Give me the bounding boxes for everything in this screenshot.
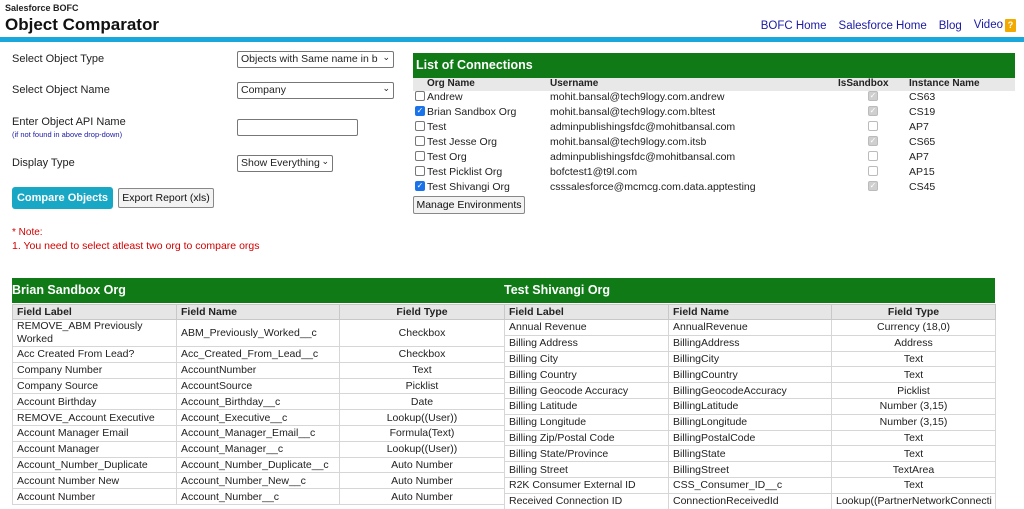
table-row bbox=[505, 446, 996, 462]
field-type: TextArea bbox=[832, 462, 996, 478]
org-select-checkbox[interactable] bbox=[415, 151, 425, 161]
field-name: BillingPostalCode bbox=[669, 430, 832, 446]
org-select-checkbox[interactable]: ✓ bbox=[416, 181, 424, 190]
table-row bbox=[13, 473, 505, 489]
manage-environments-button[interactable]: Manage Environments bbox=[413, 196, 525, 214]
field-label: Account Number bbox=[13, 489, 177, 505]
col-issandbox: IsSandbox bbox=[838, 78, 889, 89]
username: mohit.bansal@tech9logy.com.itsb bbox=[550, 136, 707, 148]
field-type: Text bbox=[340, 362, 505, 378]
top-nav bbox=[761, 19, 1016, 32]
field-name: BillingLatitude bbox=[669, 398, 832, 414]
display-type-value: Show Everything bbox=[241, 157, 320, 169]
brand-label: Salesforce BOFC bbox=[5, 3, 79, 13]
field-type: Number (3,15) bbox=[832, 414, 996, 430]
field-name: BillingLongitude bbox=[669, 414, 832, 430]
connections-list bbox=[413, 91, 1015, 196]
field-label: Billing Geocode Accuracy bbox=[505, 383, 669, 399]
field-label: Billing City bbox=[505, 351, 669, 367]
nav-video-link[interactable] bbox=[974, 19, 1016, 32]
col-instance-name: Instance Name bbox=[909, 78, 980, 89]
username: csssalesforce@mcmcg.com.data.apptesting bbox=[550, 181, 756, 193]
connections-panel bbox=[413, 53, 1015, 196]
col-field-type: Field Type bbox=[832, 305, 996, 320]
field-type: Number (3,15) bbox=[832, 398, 996, 414]
accent-divider bbox=[0, 37, 1024, 42]
display-type-label: Display Type bbox=[12, 157, 75, 169]
object-name-value: Company bbox=[241, 84, 286, 96]
display-type-select[interactable] bbox=[237, 155, 333, 172]
table-row bbox=[505, 462, 996, 478]
field-label: Annual Revenue bbox=[505, 320, 669, 336]
col-org-name: Org Name bbox=[427, 78, 475, 89]
sandbox-checkbox: ✓ bbox=[869, 181, 877, 190]
connection-row bbox=[413, 181, 1015, 196]
field-name: BillingState bbox=[669, 446, 832, 462]
field-label: Billing Country bbox=[505, 367, 669, 383]
field-type: Auto Number bbox=[340, 489, 505, 505]
field-type: Text bbox=[832, 477, 996, 493]
username: mohit.bansal@tech9logy.com.bltest bbox=[550, 106, 716, 118]
instance-name: CS65 bbox=[909, 136, 936, 148]
object-type-value: Objects with Same name in b bbox=[241, 53, 378, 65]
chevron-down-icon: ⌄ bbox=[382, 83, 390, 93]
field-type: Currency (18,0) bbox=[832, 320, 996, 336]
field-type: Lookup((PartnerNetworkConnecti bbox=[832, 493, 996, 509]
table-header-row bbox=[13, 305, 505, 320]
connection-row bbox=[413, 166, 1015, 181]
object-name-select[interactable] bbox=[237, 82, 394, 99]
field-type: Picklist bbox=[340, 378, 505, 394]
sandbox-checkbox bbox=[868, 166, 878, 176]
right-org-fields-table bbox=[504, 304, 996, 509]
field-type: Address bbox=[832, 335, 996, 351]
connection-row bbox=[413, 106, 1015, 121]
col-field-name: Field Name bbox=[669, 305, 832, 320]
field-label: Billing Longitude bbox=[505, 414, 669, 430]
field-label: R2K Consumer External ID bbox=[505, 477, 669, 493]
field-type: Checkbox bbox=[340, 320, 505, 347]
note-text: 1. You need to select atleast two org to compare orgs bbox=[12, 240, 260, 252]
field-type: Auto Number bbox=[340, 457, 505, 473]
right-org-title: Test Shivangi Org bbox=[504, 283, 611, 297]
nav-bofc-home-link[interactable]: BOFC Home bbox=[760, 19, 827, 32]
table-row bbox=[13, 489, 505, 505]
field-name: BillingAddress bbox=[669, 335, 832, 351]
instance-name: CS19 bbox=[909, 106, 936, 118]
top-bar bbox=[0, 0, 1024, 40]
table-header-row bbox=[505, 305, 996, 320]
field-name: Account_Manager__c bbox=[177, 441, 340, 457]
table-row bbox=[13, 441, 505, 457]
table-row bbox=[505, 493, 996, 509]
field-name: Account_Manager_Email__c bbox=[177, 425, 340, 441]
field-label: REMOVE_ABM Previously Worked bbox=[13, 320, 177, 347]
field-name: BillingGeocodeAccuracy bbox=[669, 383, 832, 399]
instance-name: AP15 bbox=[909, 166, 935, 178]
field-type: Lookup((User)) bbox=[340, 441, 505, 457]
table-row bbox=[505, 320, 996, 336]
object-name-label: Select Object Name bbox=[12, 84, 110, 96]
org-select-checkbox[interactable] bbox=[415, 136, 425, 146]
connection-row bbox=[413, 91, 1015, 106]
org-select-checkbox[interactable]: ✓ bbox=[416, 106, 424, 115]
instance-name: CS45 bbox=[909, 181, 936, 193]
field-name: CSS_Consumer_ID__c bbox=[669, 477, 832, 493]
field-name: BillingCountry bbox=[669, 367, 832, 383]
field-name: Account_Number_Duplicate__c bbox=[177, 457, 340, 473]
sandbox-checkbox bbox=[868, 151, 878, 161]
connection-row bbox=[413, 136, 1015, 151]
field-label: REMOVE_Account Executive bbox=[13, 410, 177, 426]
org-name: Test Jesse Org bbox=[427, 136, 498, 148]
field-name: Account_Birthday__c bbox=[177, 394, 340, 410]
left-org-title: Brian Sandbox Org bbox=[12, 283, 126, 297]
api-name-label: Enter Object API Name bbox=[12, 116, 126, 128]
field-type: Lookup((User)) bbox=[340, 410, 505, 426]
field-label: Billing State/Province bbox=[505, 446, 669, 462]
field-label: Company Number bbox=[13, 362, 177, 378]
org-select-checkbox[interactable] bbox=[415, 121, 425, 131]
field-type: Picklist bbox=[832, 383, 996, 399]
chevron-down-icon: ⌄ bbox=[321, 156, 329, 166]
field-name: BillingStreet bbox=[669, 462, 832, 478]
chevron-down-icon: ⌄ bbox=[382, 52, 390, 62]
field-label: Account Manager Email bbox=[13, 425, 177, 441]
connection-row bbox=[413, 121, 1015, 136]
table-row bbox=[505, 414, 996, 430]
nav-salesforce-home-link[interactable]: Salesforce Home bbox=[838, 19, 927, 32]
table-row bbox=[505, 477, 996, 493]
note-title: * Note: bbox=[12, 227, 43, 238]
sandbox-checkbox: ✓ bbox=[869, 106, 877, 115]
field-label: Account Number New bbox=[13, 473, 177, 489]
col-field-label: Field Label bbox=[505, 305, 669, 320]
field-label: Received Connection ID bbox=[505, 493, 669, 509]
field-name: ConnectionReceivedId bbox=[669, 493, 832, 509]
object-type-select[interactable] bbox=[237, 51, 394, 68]
org-name: Test Shivangi Org bbox=[427, 181, 510, 193]
field-name: Account_Number__c bbox=[177, 489, 340, 505]
field-type: Text bbox=[832, 351, 996, 367]
col-username: Username bbox=[550, 78, 599, 89]
connections-title: List of Connections bbox=[413, 53, 1015, 78]
connections-column-header bbox=[413, 78, 1015, 91]
field-label: Billing Address bbox=[505, 335, 669, 351]
field-name: AnnualRevenue bbox=[669, 320, 832, 336]
field-name: Acc_Created_From_Lead__c bbox=[177, 347, 340, 363]
col-field-type: Field Type bbox=[340, 305, 505, 320]
table-row bbox=[505, 430, 996, 446]
object-type-label: Select Object Type bbox=[12, 53, 105, 65]
org-name: Andrew bbox=[427, 91, 463, 103]
sandbox-checkbox bbox=[868, 121, 878, 131]
field-label: Account Manager bbox=[13, 441, 177, 457]
field-label: Billing Street bbox=[505, 462, 669, 478]
field-name: AccountNumber bbox=[177, 362, 340, 378]
table-row bbox=[13, 410, 505, 426]
comparison-header bbox=[12, 278, 995, 303]
instance-name: AP7 bbox=[909, 151, 929, 163]
instance-name: CS63 bbox=[909, 91, 936, 103]
col-field-label: Field Label bbox=[13, 305, 177, 320]
page-title: Object Comparator bbox=[5, 15, 159, 34]
org-name: Test Org bbox=[427, 151, 467, 163]
table-row bbox=[13, 347, 505, 363]
table-row bbox=[13, 362, 505, 378]
field-name: BillingCity bbox=[669, 351, 832, 367]
table-row bbox=[505, 383, 996, 399]
table-row bbox=[505, 335, 996, 351]
table-row bbox=[13, 457, 505, 473]
field-label: Billing Zip/Postal Code bbox=[505, 430, 669, 446]
nav-video-label: Video bbox=[973, 19, 1003, 31]
field-label: Billing Latitude bbox=[505, 398, 669, 414]
username: adminpublishingsfdc@mohitbansal.com bbox=[550, 151, 736, 163]
username: mohit.bansal@tech9logy.com.andrew bbox=[550, 91, 725, 103]
api-name-hint: (if not found in above drop-down) bbox=[12, 130, 123, 139]
field-type: Text bbox=[832, 446, 996, 462]
field-label: Company Source bbox=[13, 378, 177, 394]
org-select-checkbox[interactable] bbox=[415, 166, 425, 176]
sandbox-checkbox: ✓ bbox=[869, 136, 877, 145]
table-row bbox=[13, 394, 505, 410]
field-name: Account_Number_New__c bbox=[177, 473, 340, 489]
connection-row bbox=[413, 151, 1015, 166]
org-name: Test bbox=[427, 121, 447, 133]
field-type: Text bbox=[832, 430, 996, 446]
api-name-input[interactable] bbox=[237, 119, 358, 136]
username: bofctest1@t9l.com bbox=[550, 166, 638, 178]
table-row bbox=[13, 425, 505, 441]
sandbox-checkbox: ✓ bbox=[869, 91, 877, 100]
field-type: Text bbox=[832, 367, 996, 383]
field-type: Checkbox bbox=[340, 347, 505, 363]
nav-blog-link[interactable]: Blog bbox=[938, 19, 962, 32]
help-icon: ? bbox=[1005, 19, 1016, 32]
field-type: Formula(Text) bbox=[340, 425, 505, 441]
field-label: Acc Created From Lead? bbox=[13, 347, 177, 363]
instance-name: AP7 bbox=[909, 121, 929, 133]
field-type: Auto Number bbox=[340, 473, 505, 489]
org-select-checkbox[interactable] bbox=[415, 91, 425, 101]
field-name: Account_Executive__c bbox=[177, 410, 340, 426]
field-label: Account Birthday bbox=[13, 394, 177, 410]
org-name: Brian Sandbox Org bbox=[427, 106, 517, 118]
field-label: Account_Number_Duplicate bbox=[13, 457, 177, 473]
org-name: Test Picklist Org bbox=[427, 166, 503, 178]
field-name: AccountSource bbox=[177, 378, 340, 394]
username: adminpublishingsfdc@mohitbansal.com bbox=[550, 121, 736, 133]
table-row bbox=[505, 351, 996, 367]
col-field-name: Field Name bbox=[177, 305, 340, 320]
field-type: Date bbox=[340, 394, 505, 410]
table-row bbox=[13, 320, 505, 347]
table-row bbox=[505, 398, 996, 414]
compare-objects-button[interactable]: Compare Objects bbox=[12, 187, 113, 209]
table-row bbox=[505, 367, 996, 383]
export-report-button[interactable]: Export Report (xls) bbox=[118, 188, 214, 208]
field-name: ABM_Previously_Worked__c bbox=[177, 320, 340, 347]
table-row bbox=[13, 378, 505, 394]
left-org-fields-table bbox=[12, 304, 505, 505]
